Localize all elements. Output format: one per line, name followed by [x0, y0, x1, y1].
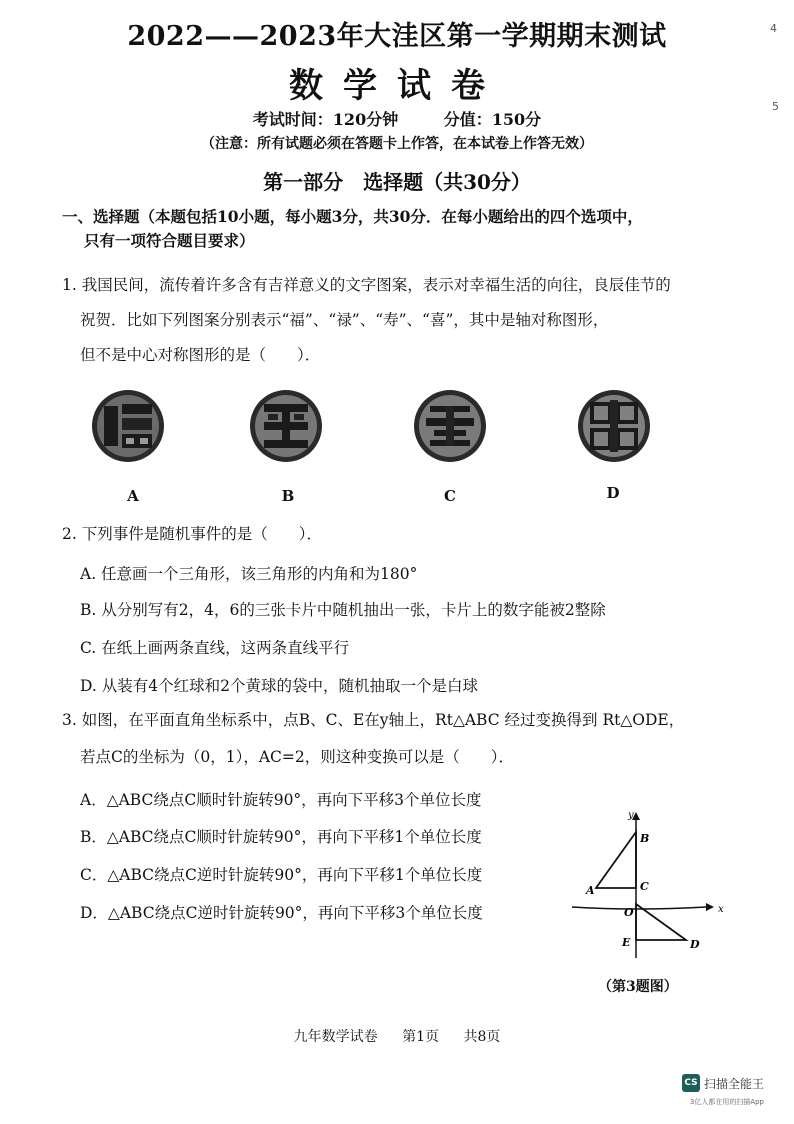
option-label-d: D	[606, 484, 620, 502]
edge-mark-top: 4	[770, 22, 777, 35]
q1-line1: 1. 我国民间，流传着许多含有吉祥意义的文字图案，表示对幸福生活的向往，良辰佳节的	[62, 276, 671, 294]
label-b: B	[640, 832, 650, 845]
footer-page: 第1页	[402, 1029, 439, 1045]
instructions-line1: 一、选择题（本题包括10小题，每小题3分，共30分．在每小题给出的四个选项中，	[62, 207, 643, 226]
option-label-a: A	[127, 487, 139, 505]
q2-stem: 2. 下列事件是随机事件的是（ ）．	[62, 525, 322, 543]
label-d: D	[690, 938, 700, 951]
section-title: 第一部分 选择题（共30分）	[263, 170, 531, 194]
footer-subject: 九年数学试卷	[293, 1029, 378, 1045]
option-label-b: B	[281, 487, 295, 505]
label-e: E	[622, 936, 631, 949]
q3-line1: 3. 如图，在平面直角坐标系中，点B、C、E在y轴上，Rt△ABC 经过变换得到 Rt△ODE，	[62, 711, 685, 729]
q2-option-b: B. 从分别写有2，4，6的三张卡片中随机抽出一张，卡片上的数字能被2整除	[80, 601, 606, 619]
exam-notice: （注意：所有试题必须在答题卡上作答，在本试卷上作答无效）	[201, 136, 593, 152]
watermark-name: 扫描全能王	[703, 1076, 764, 1091]
x-axis-arrow	[706, 903, 714, 911]
q3-option-b: B．△ABC绕点C顺时针旋转90°，再向下平移1个单位长度	[80, 828, 482, 846]
q3-option-c: C．△ABC绕点C逆时针旋转90°，再向下平移1个单位长度	[80, 866, 483, 884]
scanner-watermark	[682, 1074, 764, 1092]
q3-line2: 若点C的坐标为（0，1），AC=2，则这种变换可以是（ ）．	[80, 748, 514, 766]
exam-title: 2022——2023年大洼区第一学期期末测试	[127, 21, 667, 52]
label-a: A	[586, 884, 595, 897]
label-x: x	[718, 904, 724, 915]
q2-option-a: A. 任意画一个三角形，该三角形的内角和为180°	[80, 565, 418, 583]
q3-figure-caption: （第3题图）	[598, 979, 678, 995]
full-score: 分值：150分	[443, 110, 542, 129]
instructions-line2: 只有一项符合题目要求）	[84, 231, 255, 250]
q3-option-d: D．△ABC绕点C逆时针旋转90°，再向下平移3个单位长度	[80, 904, 483, 922]
q1-line3: 但不是中心对称图形的是（ ）．	[80, 346, 321, 364]
lu-pattern-image	[248, 388, 324, 464]
label-o: O	[624, 906, 634, 919]
shou-pattern-image	[412, 388, 488, 464]
camscanner-logo-icon: CS	[682, 1074, 700, 1092]
q3-option-a: A．△ABC绕点C顺时针旋转90°，再向下平移3个单位长度	[80, 791, 482, 809]
triangle-abc	[596, 832, 636, 888]
fu-pattern-image	[90, 388, 166, 464]
q2-option-d: D. 从装有4个红球和2个黄球的袋中，随机抽取一个是白球	[80, 677, 478, 695]
watermark-subtitle: 3亿人都在用的扫描App	[689, 1098, 764, 1106]
subject-title: 数学试卷	[289, 66, 505, 106]
exam-time: 考试时间：120分钟	[252, 110, 399, 129]
exam-meta	[0, 107, 794, 130]
label-y: y	[628, 810, 634, 821]
option-label-c: C	[444, 487, 456, 505]
q3-figure	[566, 808, 732, 968]
label-c: C	[640, 880, 649, 893]
x-axis	[572, 907, 706, 909]
q2-option-c: C. 在纸上画两条直线，这两条直线平行	[80, 639, 350, 657]
page-footer	[0, 1026, 794, 1046]
footer-total: 共8页	[463, 1029, 501, 1045]
xi-pattern-image	[576, 388, 652, 464]
edge-mark-mid: 5	[772, 100, 779, 113]
q1-line2: 祝贺．比如下列图案分别表示“福”、“禄”、“寿”、“喜”，其中是轴对称图形，	[80, 311, 609, 329]
